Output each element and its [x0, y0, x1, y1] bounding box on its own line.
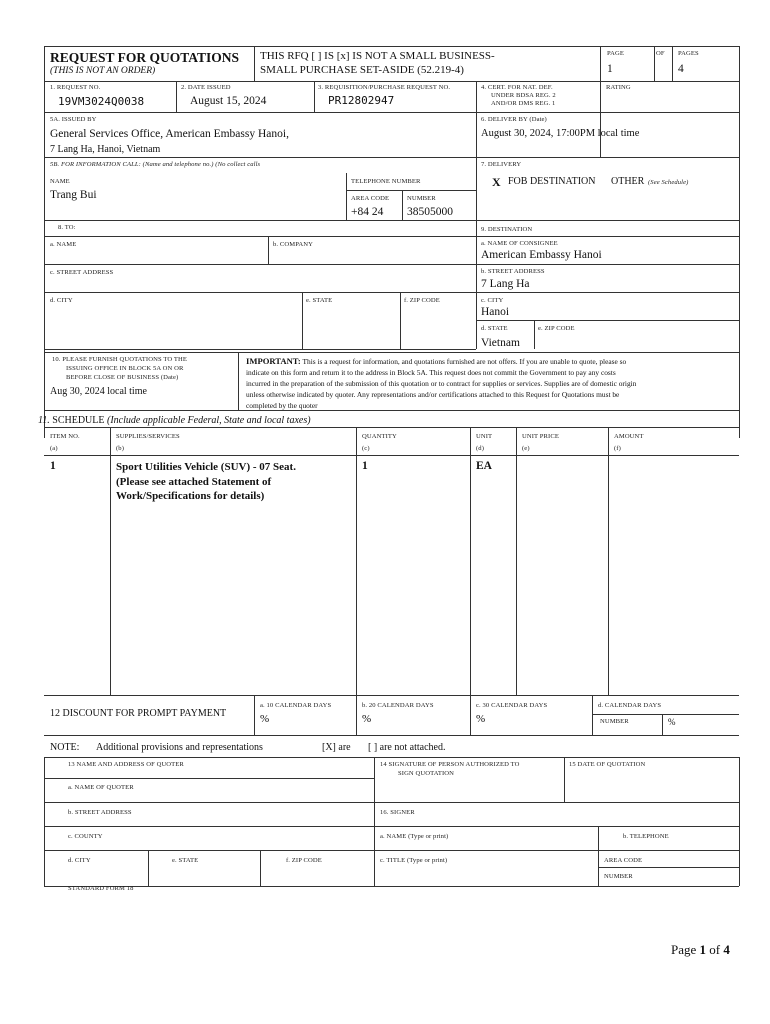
row-unit: EA [476, 460, 492, 472]
furnish-date-value: Aug 30, 2024 local time [50, 386, 147, 397]
signer-title-label: c. TITLE (Type or print) [380, 857, 448, 864]
col-unit-price-label: UNIT PRICE [522, 433, 559, 440]
to-zip-label: f. ZIP CODE [404, 297, 440, 304]
dest-street-label: b. STREET ADDRESS [481, 268, 545, 275]
furnish-line1: 10. PLEASE FURNISH QUOTATIONS TO THE [52, 356, 187, 363]
to-name-label: a. NAME [50, 241, 77, 248]
area-code-value: +84 24 [351, 206, 384, 218]
delivery-other-note: (See Schedule) [648, 179, 689, 186]
dest-zip-label: e. ZIP CODE [538, 325, 575, 332]
col-supplies-sub: (b) [116, 445, 124, 452]
row-quantity: 1 [362, 460, 368, 472]
setaside-line2: SMALL PURCHASE SET-ASIDE (52.219-4) [260, 64, 464, 76]
col-amount-sub: (f) [614, 445, 621, 452]
important-line4: unless otherwise indicated by quoter. Any representations and/or certifications attached to this Request for Quotations must be [246, 390, 620, 399]
fob-destination: FOB DESTINATION [508, 176, 596, 187]
page-number [671, 942, 730, 958]
important-line3: incurred in the preparation of the submission of this quotation or to contract for supplies or services. Supplies are of domestic origin [246, 379, 637, 388]
important-line5: completed by the quoter [246, 401, 318, 410]
col-item-sub: (a) [50, 445, 58, 452]
important-label: IMPORTANT: [246, 356, 301, 366]
date-issued-label: 2. DATE ISSUED [181, 84, 231, 91]
delivery-label: 7. DELIVERY [481, 161, 522, 168]
quoter-name-label: a. NAME OF QUOTER [68, 784, 134, 791]
furnish-line2: ISSUING OFFICE IN BLOCK 5A ON OR [66, 365, 184, 372]
request-no-value: 19VM3024Q0038 [58, 95, 145, 108]
discount-30-label: c. 30 CALENDAR DAYS [476, 702, 548, 709]
quoter-label: 13 NAME AND ADDRESS OF QUOTER [68, 761, 184, 768]
row-description [116, 460, 296, 504]
delivery-other: OTHER [611, 176, 645, 187]
to-street-label: c. STREET ADDRESS [50, 269, 114, 276]
schedule-num: 11. [38, 415, 50, 426]
page-total: 4 [723, 942, 730, 957]
discount-label: 12 DISCOUNT FOR PROMPT PAYMENT [50, 708, 227, 719]
discount-30-pct: % [476, 713, 486, 725]
col-item-label: ITEM NO. [50, 433, 80, 440]
col-unit-price-sub: (e) [522, 445, 530, 452]
signature-line2: SIGN QUOTATION [398, 770, 454, 777]
col-unit-label: UNIT [476, 433, 493, 440]
date-issued-value: August 15, 2024 [190, 95, 267, 107]
col-supplies-label: SUPPLIES/SERVICES [116, 433, 180, 440]
rating-label: RATING [606, 84, 631, 91]
requisition-label: 3. REQUISITION/PURCHASE REQUEST NO. [318, 84, 451, 91]
consignee-value: American Embassy Hanoi [481, 249, 602, 261]
to-company-label: b. COMPANY [273, 241, 313, 248]
request-no-label: 1. REQUEST NO. [50, 84, 101, 91]
issued-by-line1: General Services Office, American Embassy Hanoi, [50, 128, 289, 140]
form-subtitle: (THIS IS NOT AN ORDER) [50, 66, 156, 76]
row-desc-line1: Sport Utilities Vehicle (SUV) - 07 Seat. [116, 461, 296, 473]
row-item-no: 1 [50, 460, 56, 472]
contact-name-value: Trang Bui [50, 189, 97, 201]
quoter-street-label: b. STREET ADDRESS [68, 809, 132, 816]
discount-days-label: d. CALENDAR DAYS [598, 702, 662, 709]
furnish-line3: BEFORE CLOSE OF BUSINESS (Date) [66, 374, 179, 381]
area-code-label: AREA CODE [351, 195, 390, 202]
note-text: Additional provisions and representations [96, 742, 263, 753]
signer-number-label: NUMBER [604, 873, 633, 880]
phone-number-value: 38505000 [407, 206, 453, 218]
setaside-line1: THIS RFQ [ ] IS [x] IS NOT A SMALL BUSINESS- [260, 50, 495, 62]
important-line1: This is a request for information, and quotations furnished are not offers. If you are unable to quote, please so [302, 357, 627, 366]
schedule-heading [38, 415, 311, 426]
page-value: 1 [607, 63, 613, 75]
of-label: OF [656, 50, 665, 57]
col-quantity-sub: (c) [362, 445, 370, 452]
quoter-zip-label: f. ZIP CODE [286, 857, 322, 864]
signature-line1: 14 SIGNATURE OF PERSON AUTHORIZED TO [380, 761, 520, 768]
note-label: NOTE: [50, 742, 80, 753]
standard-form-label: STANDARD FORM 18 [68, 885, 134, 892]
cert-line3: AND/OR DMS REG. 1 [491, 100, 556, 107]
form-title: REQUEST FOR QUOTATIONS [50, 50, 240, 65]
quoter-state-label: e. STATE [172, 857, 199, 864]
quotation-date-label: 15 DATE OF QUOTATION [569, 761, 646, 768]
consignee-label: a. NAME OF CONSIGNEE [481, 240, 558, 247]
dest-city-label: c. CITY [481, 297, 504, 304]
issued-by-line2: 7 Lang Ha, Hanoi, Vietnam [50, 144, 161, 155]
col-amount-label: AMOUNT [614, 433, 644, 440]
page-of: of [709, 942, 721, 957]
cert-line2: UNDER BDSA REG. 2 [491, 92, 556, 99]
quoter-county-label: c. COUNTY [68, 833, 103, 840]
row-desc-line3: Work/Specifications for details) [116, 490, 265, 502]
pages-label: PAGES [678, 50, 699, 57]
schedule-title: SCHEDULE [52, 415, 105, 426]
page-current: 1 [699, 942, 707, 957]
page-label: PAGE [607, 50, 625, 57]
requisition-value: PR12802947 [328, 94, 395, 107]
signer-name-label: a. NAME (Type or print) [380, 833, 449, 840]
page-prefix: Page [671, 942, 697, 957]
quoter-city-label: d. CITY [68, 857, 91, 864]
deliver-by-value: August 30, 2024, 17:00PM local time [481, 128, 640, 139]
contact-name-label: NAME [50, 178, 70, 185]
note-are: [X] are [322, 742, 351, 753]
col-quantity-label: QUANTITY [362, 433, 397, 440]
to-city-label: d. CITY [50, 297, 73, 304]
schedule-note: (Include applicable Federal, State and local taxes) [107, 415, 311, 426]
issued-by-label: 5A. ISSUED BY [50, 116, 97, 123]
dest-state-label: d. STATE [481, 325, 508, 332]
important-line2: indicate on this form and return it to the address in Block 5A. This request does not commit the Government to pay any costs [246, 368, 616, 377]
phone-number-label: NUMBER [407, 195, 436, 202]
dest-city-value: Hanoi [481, 306, 510, 318]
info-call-label: 5B. FOR INFORMATION CALL: (Name and telephone no.) (No collect calls [50, 161, 261, 168]
signer-telephone-label: b. TELEPHONE [623, 833, 669, 840]
dest-street-value: 7 Lang Ha [481, 278, 530, 290]
row-desc-line2: (Please see attached Statement of [116, 475, 272, 488]
important-notice [246, 356, 736, 411]
deliver-by-label: 6. DELIVER BY (Date) [481, 116, 547, 123]
cert-line1: 4. CERT. FOR NAT. DEF. [481, 84, 553, 91]
note-are-not: [ ] are not attached. [368, 742, 446, 753]
destination-label: 9. DESTINATION [481, 226, 533, 233]
discount-number-label: NUMBER [600, 718, 629, 725]
discount-20-pct: % [362, 713, 372, 725]
pages-value: 4 [678, 63, 684, 75]
discount-10-label: a. 10 CALENDAR DAYS [260, 702, 332, 709]
discount-10-pct: % [260, 713, 270, 725]
to-label: 8. TO: [58, 224, 76, 231]
telephone-label: TELEPHONE NUMBER [351, 178, 421, 185]
signer-area-code-label: AREA CODE [604, 857, 643, 864]
dest-state-value: Vietnam [481, 337, 520, 349]
signer-label: 16. SIGNER [380, 809, 415, 816]
discount-days-pct: % [668, 717, 676, 727]
to-state-label: e. STATE [306, 297, 333, 304]
discount-20-label: b. 20 CALENDAR DAYS [362, 702, 434, 709]
fob-checkmark: X [492, 175, 501, 189]
col-unit-sub: (d) [476, 445, 484, 452]
